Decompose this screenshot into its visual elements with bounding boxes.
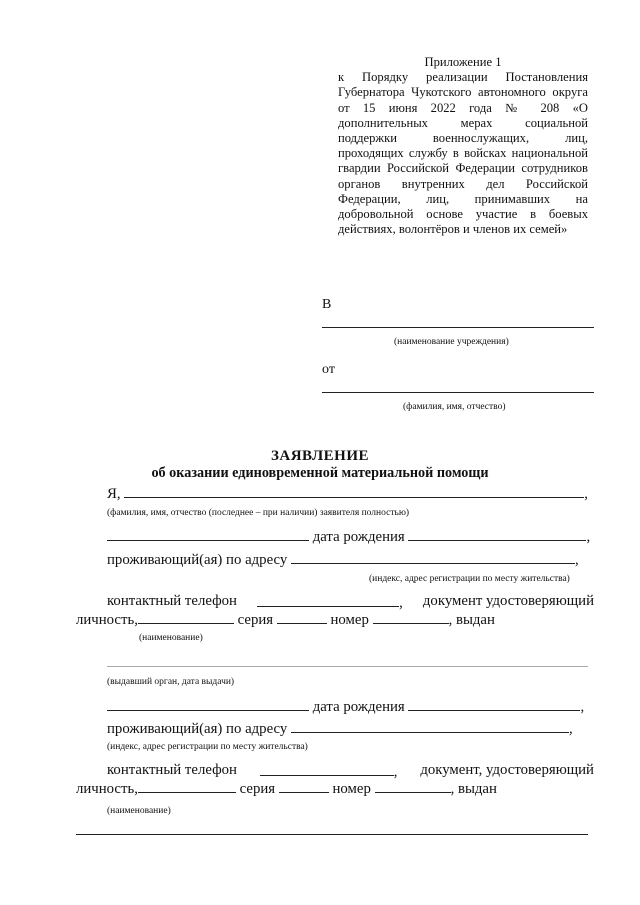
document-label-2: документ, удостоверяющий (420, 762, 594, 778)
residing-label: проживающий(ая) по адресу (107, 552, 288, 568)
birth-row-2 (107, 697, 584, 716)
issuer-field[interactable] (107, 666, 588, 667)
address-field[interactable] (291, 550, 575, 564)
birth-date-field-2[interactable] (408, 697, 580, 711)
document-name-caption-2: (наименование) (107, 806, 171, 816)
address-field-2[interactable] (291, 719, 569, 733)
identity-row (76, 610, 495, 629)
from-name-caption: (фамилия, имя, отчество) (403, 402, 506, 412)
series-label-2: серия (239, 781, 276, 797)
from-name-field[interactable] (322, 392, 594, 393)
appendix-block (338, 55, 588, 237)
series-field[interactable] (277, 610, 327, 624)
applicant-extra-field[interactable] (107, 527, 309, 541)
row-comma: , (393, 764, 398, 780)
number-field[interactable] (373, 610, 449, 624)
i-label: Я, (107, 486, 121, 502)
appendix-text: к Порядку реализации Постановления Губернатора Чукотского автономного округа от 15 июня 2022 года № 208 «О дополнительных мерах социальной поддержки военнослужащих, лиц, проходящих службу в войсках национальной гвардии Российской Федерации сотрудников органов внутренних дел Российской Федерации, лиц, принимавших на добровольной основе участие в боевых действиях, волонтёров и членов их семей» (338, 70, 588, 237)
number-label-2: номер (332, 781, 371, 797)
row-comma: , (574, 552, 579, 568)
fio-caption: (фамилия, имя, отчество (последнее – при наличии) заявителя полностью) (107, 508, 410, 518)
series-label: серия (237, 612, 274, 628)
address-row-2 (107, 719, 573, 738)
document-title: ЗАЯВЛЕНИЕ (270, 448, 370, 464)
number-label: номер (330, 612, 369, 628)
row-comma: , (586, 529, 591, 545)
address-caption: (индекс, адрес регистрации по месту жительства) (369, 574, 570, 584)
document-label: документ удостоверяющий (422, 593, 594, 609)
applicant-row (107, 484, 588, 503)
phone-field[interactable] (257, 593, 399, 607)
row-comma: , (134, 612, 138, 628)
issuer-caption: (выдавший орган, дата выдачи) (107, 677, 235, 687)
institution-caption: (наименование учреждения) (394, 337, 509, 347)
document-name-field-2[interactable] (138, 779, 236, 793)
number-field-2[interactable] (375, 779, 451, 793)
institution-field[interactable] (322, 327, 594, 328)
phone-label-2: контактный телефон (107, 762, 237, 778)
issued-label: , выдан (448, 612, 495, 628)
birth-label: дата рождения (312, 529, 405, 545)
to-label: В (322, 297, 332, 312)
phone-label: контактный телефон (107, 593, 237, 609)
series-field-2[interactable] (279, 779, 329, 793)
birth-date-field[interactable] (408, 527, 586, 541)
row-comma: , (584, 486, 588, 502)
row-comma: , (399, 595, 403, 611)
appendix-title: Приложение 1 (424, 55, 502, 69)
phone-field-2[interactable] (260, 762, 394, 776)
residing-label-2: проживающий(ая) по адресу (107, 721, 288, 737)
birth-row (107, 527, 590, 546)
address-row (107, 550, 579, 569)
row-comma: , (568, 721, 573, 737)
birth-label-2: дата рождения (312, 699, 405, 715)
identity-row-2 (76, 779, 497, 798)
applicant-fio-field[interactable] (124, 484, 584, 498)
document-name-caption: (наименование) (139, 633, 203, 643)
issued-label-2: , выдан (450, 781, 497, 797)
document-name-field[interactable] (138, 610, 234, 624)
document-subtitle: об оказании единовременной материальной помощи (151, 465, 489, 481)
row-comma: , (580, 699, 585, 715)
issuer-field-2[interactable] (76, 834, 588, 835)
from-label: от (322, 362, 335, 377)
address-caption-2: (индекс, адрес регистрации по месту жительства) (107, 742, 308, 752)
identity-label-2: личность, (76, 781, 138, 797)
person2-name-field[interactable] (107, 697, 309, 711)
identity-label: личность (76, 612, 135, 628)
